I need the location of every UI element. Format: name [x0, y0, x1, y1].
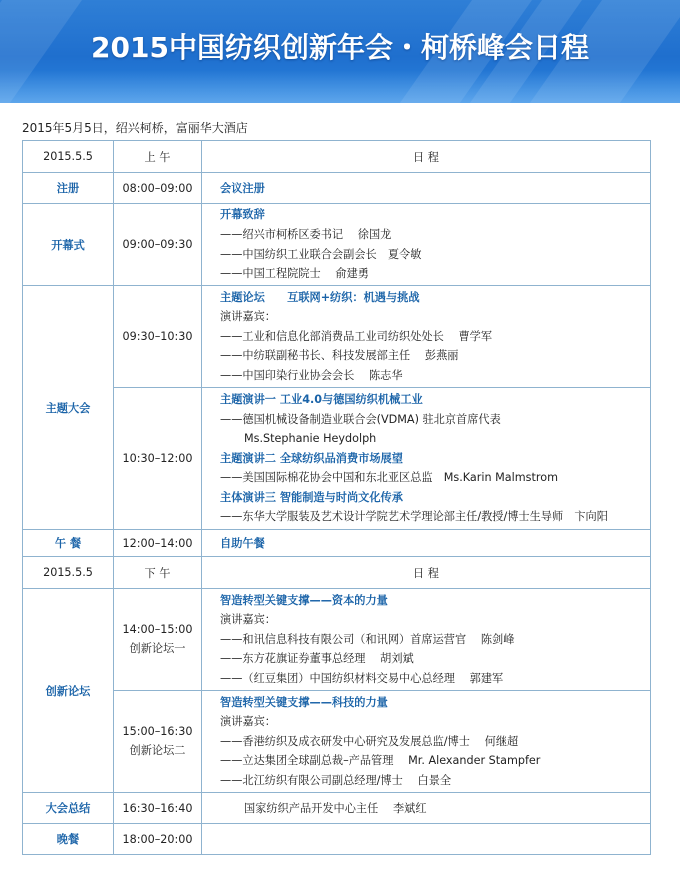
forum-name: 创新论坛二	[129, 744, 186, 757]
time-slot-cell	[114, 691, 202, 793]
speaker-line: ——和讯信息科技有限公司（和讯网）首席运营官 陈剑峰	[220, 632, 515, 646]
time-slot: 10:30–12:00	[114, 388, 202, 530]
morning-header-row	[23, 141, 651, 173]
banner-glow	[0, 70, 680, 103]
header-date: 2015.5.5	[23, 141, 114, 173]
speaker-line: ——东方花旗证券董事总经理 胡刘斌	[220, 652, 414, 666]
agenda-item: 会议注册	[202, 173, 651, 204]
afternoon-header-row	[23, 557, 651, 589]
speaker-line: ——中纺联副秘书长、科技发展部主任 彭燕丽	[220, 349, 459, 363]
time-slot: 14:00–15:00	[122, 623, 193, 636]
guests-label: 演讲嘉宾：	[220, 715, 276, 729]
agenda-title: 智造转型关键支撑——科技的力量	[220, 695, 388, 709]
page-title: 2015中国纺织创新年会・柯桥峰会日程	[91, 31, 589, 64]
registration-row	[23, 173, 651, 204]
section-label: 创新论坛	[23, 589, 114, 793]
agenda-title: 智造转型关键支撑——资本的力量	[220, 593, 388, 607]
section-label: 注册	[23, 173, 114, 204]
time-slot-cell	[114, 589, 202, 691]
speaker-line: ——（红豆集团）中国纺织材料交易中心总经理 郭建军	[220, 671, 504, 685]
agenda-title: 主题演讲二 全球纺织品消费市场展望	[220, 451, 403, 465]
speaker-line: ——德国机械设备制造业联合会(VDMA) 驻北京首席代表	[220, 412, 501, 426]
forum-row-1	[23, 589, 651, 691]
section-label: 大会总结	[23, 793, 114, 824]
agenda-cell	[202, 589, 651, 691]
time-slot: 18:00–20:00	[114, 824, 202, 855]
plenary-row-2	[23, 388, 651, 530]
header-period: 上 午	[114, 141, 202, 173]
speaker-line: ——美国国际棉花协会中国和东北亚区总监 Ms.Karin Malmstrom	[220, 471, 558, 485]
forum-row-2	[23, 691, 651, 793]
plenary-row-1	[23, 286, 651, 388]
section-label: 晚餐	[23, 824, 114, 855]
agenda-item: 自助午餐	[202, 530, 651, 557]
summary-row	[23, 793, 651, 824]
speaker-line: ——香港纺织及成衣研发中心研究及发展总监/博士 何继超	[220, 734, 519, 748]
header-date: 2015.5.5	[23, 557, 114, 589]
event-info: 2015年5月5日，绍兴柯桥，富丽华大酒店	[22, 121, 248, 135]
time-slot: 16:30–16:40	[114, 793, 202, 824]
speaker-line: Ms.Stephanie Heydolph	[244, 432, 377, 446]
time-slot: 15:00–16:30	[122, 725, 193, 738]
speaker-line: ——工业和信息化部消费品工业司纺织处处长 曹学军	[220, 329, 493, 343]
agenda-cell	[202, 204, 651, 286]
time-slot: 08:00–09:00	[114, 173, 202, 204]
header-period: 下 午	[114, 557, 202, 589]
speaker-line: ——中国工程院院士 俞建勇	[220, 267, 369, 281]
time-slot: 09:30–10:30	[114, 286, 202, 388]
header-agenda: 日 程	[202, 557, 651, 589]
schedule-table	[22, 140, 651, 855]
section-label: 主题大会	[23, 286, 114, 530]
agenda-cell	[202, 286, 651, 388]
speaker-line: ——东华大学服装及艺术设计学院艺术学理论部主任/教授/博士生导师 卞向阳	[220, 510, 608, 524]
time-slot: 12:00–14:00	[114, 530, 202, 557]
agenda-cell	[202, 388, 651, 530]
agenda-item	[202, 824, 651, 855]
agenda-title: 主题论坛 互联网+纺织：机遇与挑战	[220, 290, 420, 304]
lunch-row	[23, 530, 651, 557]
guests-label: 演讲嘉宾：	[220, 613, 276, 627]
speaker-line: ——中国纺织工业联合会副会长 夏令敏	[220, 247, 422, 261]
time-slot: 09:00–09:30	[114, 204, 202, 286]
speaker-line: ——北江纺织有限公司副总经理/博士 白景全	[220, 773, 452, 787]
header-agenda: 日 程	[202, 141, 651, 173]
agenda-item: 国家纺织产品开发中心主任 李斌红	[202, 793, 651, 824]
speaker-line: ——立达集团全球副总裁–产品管理 Mr. Alexander Stampfer	[220, 754, 541, 768]
agenda-title: 主题演讲一 工业4.0与德国纺织机械工业	[220, 392, 423, 406]
section-label: 开幕式	[23, 204, 114, 286]
speaker-line: ——中国印染行业协会会长 陈志华	[220, 368, 403, 382]
header-banner	[0, 0, 680, 103]
agenda-title: 开幕致辞	[220, 208, 265, 222]
section-label: 午 餐	[23, 530, 114, 557]
forum-name: 创新论坛一	[129, 642, 186, 655]
dinner-row	[23, 824, 651, 855]
agenda-cell	[202, 691, 651, 793]
opening-row	[23, 204, 651, 286]
speaker-line: ——绍兴市柯桥区委书记 徐国龙	[220, 227, 392, 241]
guests-label: 演讲嘉宾：	[220, 310, 276, 324]
agenda-title: 主体演讲三 智能制造与时尚文化传承	[220, 490, 403, 504]
